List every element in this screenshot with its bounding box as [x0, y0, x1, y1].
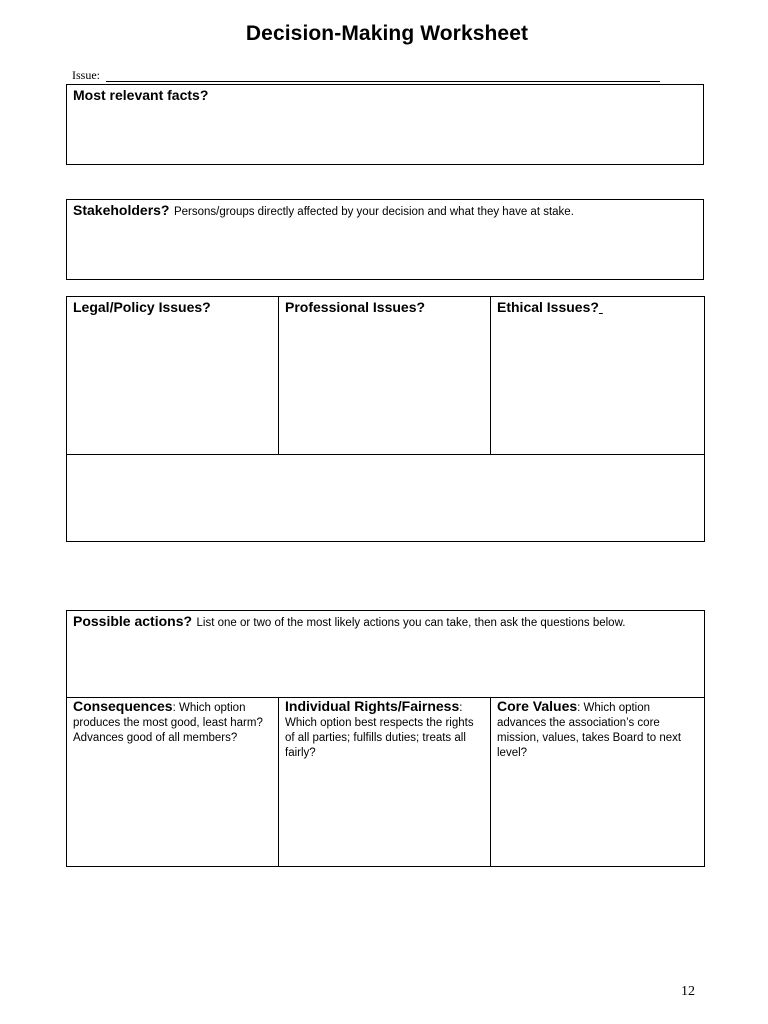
- consequences-body: produces the most good, least harm? Advances good of all members?: [73, 717, 263, 744]
- rights-text: [285, 699, 484, 761]
- ethical-issues-cell[interactable]: [490, 296, 705, 455]
- consequences-cell[interactable]: [66, 697, 279, 867]
- values-text: [497, 699, 698, 761]
- values-cell[interactable]: [490, 697, 705, 867]
- facts-heading: Most relevant facts?: [73, 87, 209, 103]
- facts-box[interactable]: [66, 84, 704, 165]
- ethical-issues-text: Ethical Issues?: [497, 299, 599, 315]
- page-number: 12: [681, 984, 695, 999]
- professional-issues-cell[interactable]: [278, 296, 491, 455]
- possible-actions-cell[interactable]: [66, 610, 705, 698]
- rights-body: Which option best respects the rights of all parties; fulfills duties; treats all fairly?: [285, 717, 474, 759]
- consequences-heading: Consequences: [73, 698, 173, 714]
- ethical-underline: [599, 299, 603, 315]
- legal-issues-cell[interactable]: [66, 296, 279, 455]
- professional-issues-heading: Professional Issues?: [285, 299, 426, 315]
- page-title: Decision-Making Worksheet: [245, 22, 529, 45]
- possible-actions-heading: Possible actions?: [73, 613, 193, 629]
- legal-issues-heading: Legal/Policy Issues?: [73, 299, 211, 315]
- consequences-text: [73, 699, 272, 746]
- possible-actions-heading-row: [73, 612, 698, 632]
- ethical-issues-heading: [497, 298, 698, 316]
- consequences-lead: : Which option: [172, 702, 246, 714]
- values-lead: : Which option: [577, 702, 651, 714]
- issue-label: Issue:: [72, 68, 100, 82]
- values-heading: Core Values: [497, 698, 578, 714]
- stakeholders-box[interactable]: [66, 199, 704, 280]
- stakeholders-description: Persons/groups directly affected by your decision and what they have at stake.: [173, 206, 574, 218]
- values-body: advances the association’s core mission, values, takes Board to next level?: [497, 717, 682, 759]
- possible-actions-description: List one or two of the most likely actions you can take, then ask the questions below.: [196, 617, 626, 629]
- stakeholders-heading-row: [73, 201, 697, 221]
- issues-notes-cell[interactable]: [66, 454, 705, 542]
- rights-heading: Individual Rights/Fairness: [285, 698, 460, 714]
- rights-lead: :: [459, 702, 463, 714]
- stakeholders-heading: Stakeholders?: [73, 202, 170, 218]
- rights-cell[interactable]: [278, 697, 491, 867]
- issue-input-line[interactable]: [106, 81, 660, 82]
